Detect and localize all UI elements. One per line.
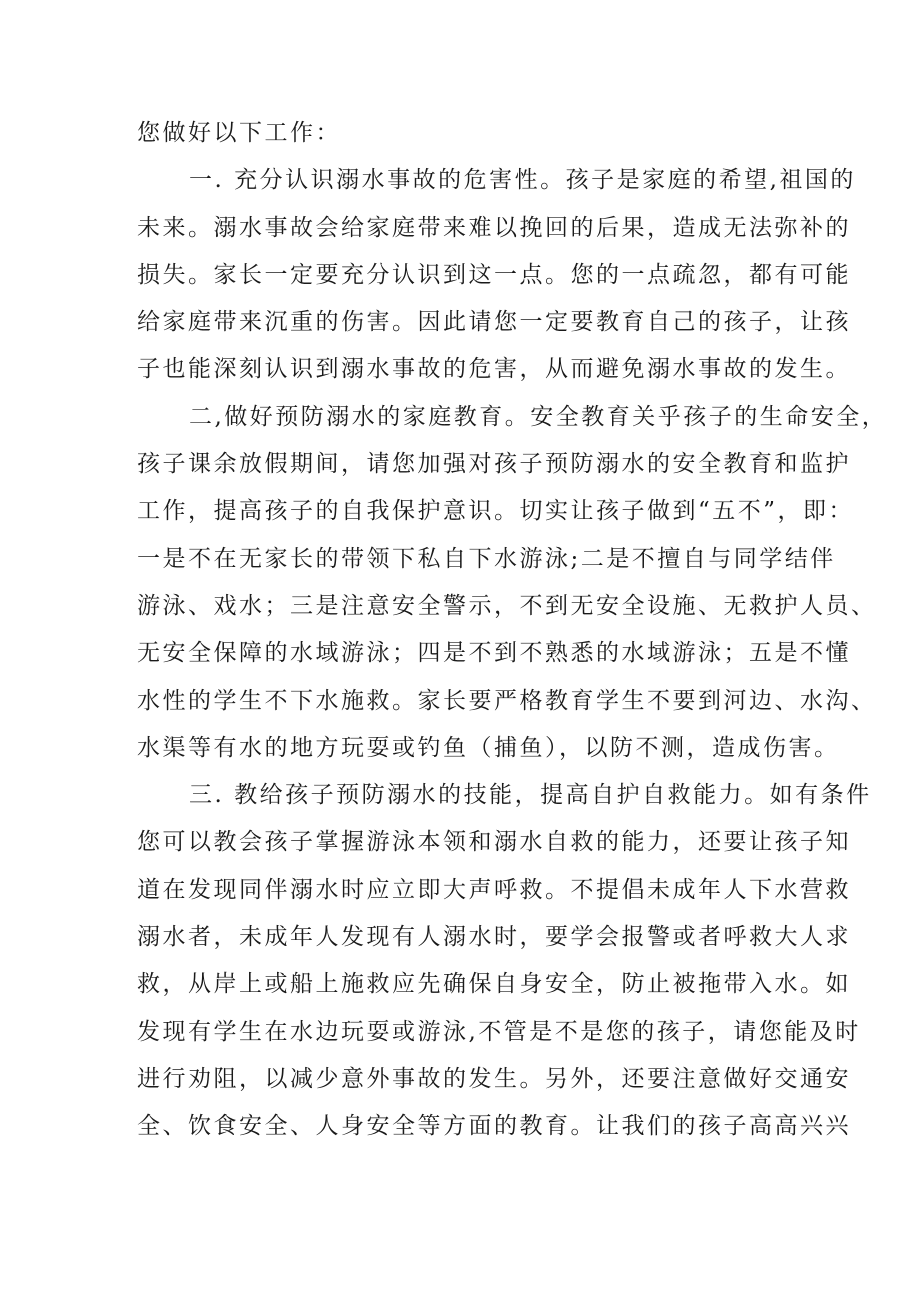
paragraph-line: 水性的学生不下水施救。家长要严格教育学生不要到河边、水沟、	[137, 687, 877, 714]
paragraph-line: 工作，提高孩子的自我保护意识。切实让孩子做到“五不”，即：	[137, 498, 855, 525]
paragraph-line: 给家庭带来沉重的伤害。因此请您一定要教育自己的孩子，让孩	[137, 309, 851, 336]
paragraph-line: 未来。溺水事故会给家庭带来难以挽回的后果，造成无法弥补的	[137, 214, 851, 241]
paragraph-3	[137, 772, 872, 1150]
paragraph-line: 道在发现同伴溺水时应立即大声呼救。不提倡未成年人下水营救	[137, 876, 851, 903]
paragraph-line: 一. 充分认识溺水事故的危害性。孩子是家庭的希望,祖国的	[189, 167, 856, 194]
paragraph-line: 全、饮食安全、人身安全等方面的教育。让我们的孩子高高兴兴	[137, 1113, 851, 1140]
paragraph-line: 三. 教给孩子预防溺水的技能，提高自护自救能力。如有条件	[189, 782, 872, 809]
paragraph-line: 发现有学生在水边玩耍或游泳,不管是不是您的孩子，请您能及时	[137, 1018, 861, 1045]
paragraph-line: 溺水者，未成年人发现有人溺水时，要学会报警或者呼救大人求	[137, 924, 851, 951]
paragraph-line: 子也能深刻认识到溺水事故的危害，从而避免溺水事故的发生。	[137, 356, 851, 383]
paragraph-line: 无安全保障的水域游泳；四是不到不熟悉的水域游泳；五是不懂	[137, 640, 851, 667]
paragraph-line: 您可以教会孩子掌握游泳本领和溺水自救的能力，还要让孩子知	[137, 829, 851, 856]
paragraph-line: 一是不在无家长的带领下私自下水游泳;二是不擅自与同学结伴	[137, 545, 836, 572]
paragraph-line: 损失。家长一定要充分认识到这一点。您的一点疏忽，都有可能	[137, 261, 851, 288]
paragraph-line: 水渠等有水的地方玩耍或钓鱼（捕鱼），以防不测，造成伤害。	[137, 734, 840, 761]
paragraph-line: 游泳、戏水；三是注意安全警示，不到无安全设施、无救护人员、	[137, 592, 877, 619]
paragraph-line: 二,做好预防溺水的家庭教育。安全教育关乎孩子的生命安全，	[189, 403, 888, 430]
paragraph-1	[137, 157, 856, 393]
paragraph-line: 进行劝阻，以减少意外事故的发生。另外，还要注意做好交通安	[137, 1065, 851, 1092]
document-body	[137, 110, 888, 1151]
paragraph-2	[137, 394, 888, 772]
paragraph-line: 孩子课余放假期间，请您加强对孩子预防溺水的安全教育和监护	[137, 451, 851, 478]
paragraph-line: 救，从岸上或船上施救应先确保自身安全，防止被拖带入水。如	[137, 971, 851, 998]
intro-line: 您做好以下工作：	[137, 120, 341, 146]
